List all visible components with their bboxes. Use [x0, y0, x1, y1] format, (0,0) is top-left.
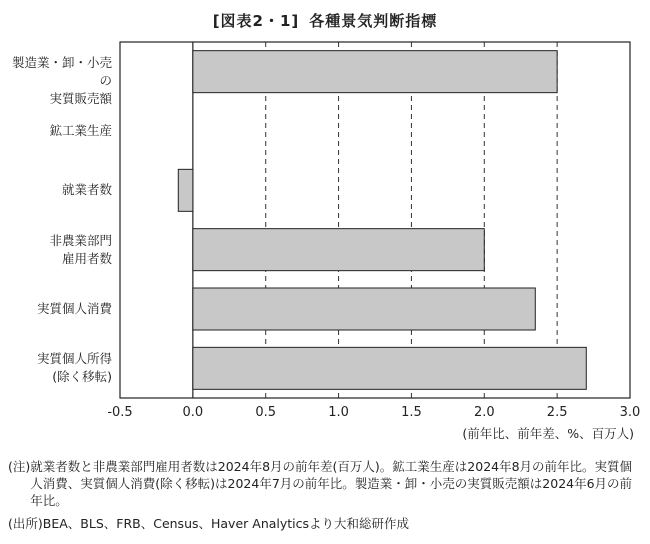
- source-line: [8, 514, 409, 532]
- bar: [193, 51, 557, 93]
- x-tick-label: 1.5: [401, 405, 422, 420]
- category-label: 製造業・卸・小売の 実質販売額: [11, 54, 112, 106]
- note-block: [8, 458, 644, 509]
- note-text: 就業者数と非農業部門雇用者数は2024年8月の前年差(百万人)。鉱工業生産は2024年8月の前年比。実質個人消費、実質個人消費(除く移転)は2024年7月の前年比。製造業・卸・小売の実質販売額は2024年6月の前年比。: [30, 459, 633, 508]
- bar: [193, 347, 586, 389]
- category-label: 就業者数: [61, 182, 112, 198]
- note-tag: (注): [8, 459, 31, 474]
- plot-frame: [120, 42, 630, 398]
- x-tick-label: -0.5: [107, 405, 133, 420]
- notes-section: [8, 458, 644, 509]
- x-tick-label: 0.5: [255, 405, 277, 420]
- source-tag: (出所): [8, 516, 43, 531]
- bar: [193, 229, 484, 271]
- x-tick-label: 3.0: [619, 405, 641, 420]
- x-tick-label: 0.0: [182, 405, 204, 420]
- bar: [193, 288, 535, 330]
- category-label: 非農業部門 雇用者数: [49, 232, 112, 266]
- figure-number: [図表2・1]: [212, 12, 300, 30]
- figure-title: 各種景気判断指標: [309, 12, 438, 30]
- x-tick-label: 2.0: [473, 405, 495, 420]
- source-text: BEA、BLS、FRB、Census、Haver Analyticsより大和総研作成: [42, 516, 410, 531]
- category-label: 鉱工業生産: [49, 123, 112, 138]
- x-axis-label: (前年比、前年差、%、百万人): [462, 426, 634, 441]
- bar: [178, 169, 193, 211]
- category-label: 実質個人所得 (除く移転): [36, 351, 112, 385]
- x-tick-label: 1.0: [328, 405, 349, 420]
- category-label: 実質個人消費: [36, 301, 112, 316]
- x-tick-label: 2.5: [546, 405, 568, 420]
